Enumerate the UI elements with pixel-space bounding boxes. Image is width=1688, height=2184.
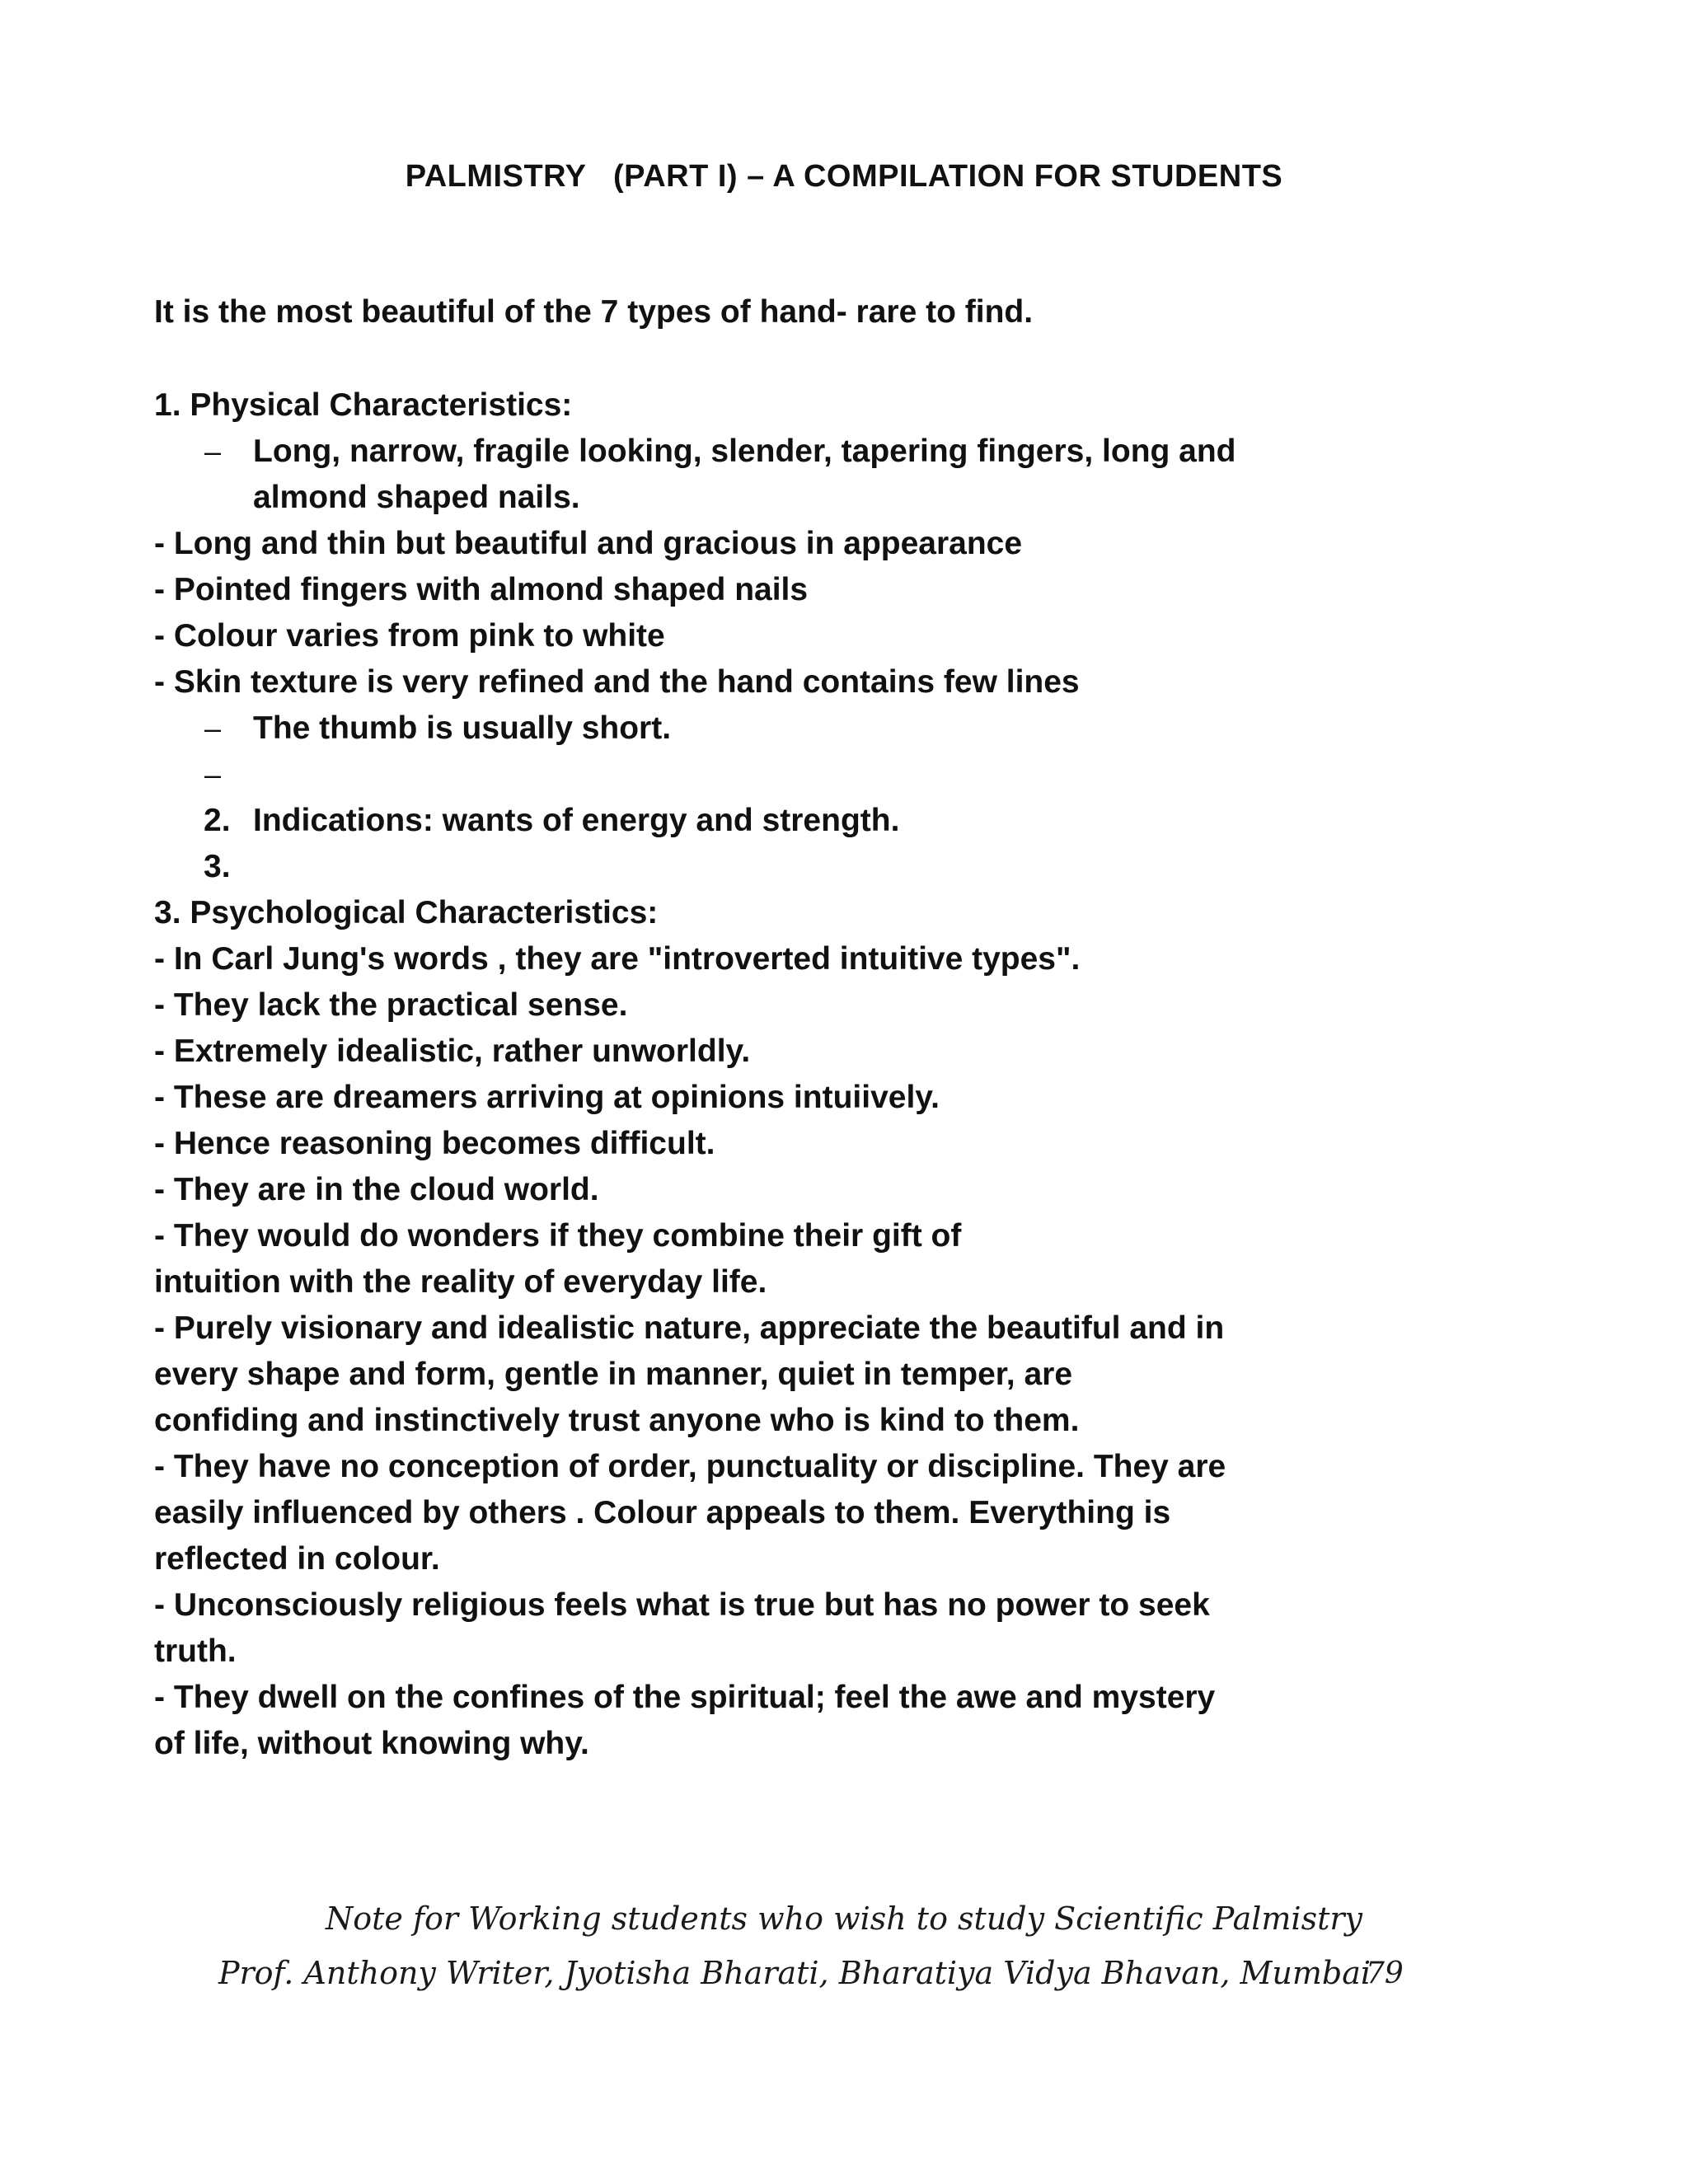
psych-line: - Hence reasoning becomes difficult.: [154, 1126, 715, 1161]
psych-line: - Extremely idealistic, rather unworldly.: [154, 1033, 751, 1069]
psych-line: - They have no conception of order, punctuality or discipline. They are: [154, 1449, 1226, 1484]
psych-line: confiding and instinctively trust anyone who is kind to them.: [154, 1403, 1080, 1438]
footer-author: Prof. Anthony Writer, Jyotisha Bharati, Bharatiya Vidya Bhavan, Mumbai: [218, 1955, 1372, 1991]
bullet-dash: –: [204, 434, 222, 468]
bullet-dash-empty: –: [204, 757, 222, 791]
page-number: 79: [1366, 1957, 1404, 1990]
footer-note: Note for Working students who wish to study Scientific Palmistry: [326, 1900, 1362, 1937]
physical-line: - Pointed fingers with almond shaped nails: [154, 572, 809, 607]
psych-line: - They would do wonders if they combine their gift of: [154, 1218, 962, 1254]
physical-bullet-thumb: The thumb is usually short.: [253, 710, 672, 746]
psych-line: easily influenced by others . Colour appeals to them. Everything is: [154, 1495, 1171, 1530]
page-title: PALMISTRY (PART I) – A COMPILATION FOR STUDENTS: [405, 159, 1283, 194]
physical-line: - Colour varies from pink to white: [154, 618, 665, 654]
psych-line: - Purely visionary and idealistic nature, appreciate the beautiful and in: [154, 1310, 1225, 1346]
psych-line: - These are dreamers arriving at opinions intuiively.: [154, 1080, 940, 1115]
psych-line: - They lack the practical sense.: [154, 987, 628, 1023]
psych-line: of life, without knowing why.: [154, 1726, 589, 1761]
psych-line: - In Carl Jung's words , they are "introverted intuitive types".: [154, 941, 1081, 977]
bullet-dash: –: [204, 711, 222, 745]
physical-bullet-1-line-a: Long, narrow, fragile looking, slender, tapering fingers, long and: [253, 434, 1236, 469]
psych-line: every shape and form, gentle in manner, quiet in temper, are: [154, 1357, 1073, 1392]
psych-line: reflected in colour.: [154, 1541, 440, 1577]
psych-line: - Unconsciously religious feels what is true but has no power to seek: [154, 1587, 1210, 1623]
indications-text: Indications: wants of energy and strength.: [253, 803, 900, 838]
intro-text: It is the most beautiful of the 7 types of hand- rare to find.: [154, 294, 1034, 330]
list-number-3: 3.: [204, 849, 231, 884]
psych-line: intuition with the reality of everyday life.: [154, 1264, 767, 1300]
section-heading-psychological: 3. Psychological Characteristics:: [154, 895, 659, 930]
physical-bullet-1-line-b: almond shaped nails.: [253, 480, 580, 515]
psych-line: - They are in the cloud world.: [154, 1172, 599, 1207]
section-heading-physical: 1. Physical Characteristics:: [154, 387, 573, 423]
physical-line: - Skin texture is very refined and the hand contains few lines: [154, 664, 1080, 700]
list-number-2: 2.: [204, 803, 231, 838]
physical-line: - Long and thin but beautiful and gracious in appearance: [154, 526, 1023, 561]
psych-line: truth.: [154, 1633, 237, 1669]
psych-line: - They dwell on the confines of the spiritual; feel the awe and mystery: [154, 1680, 1216, 1715]
